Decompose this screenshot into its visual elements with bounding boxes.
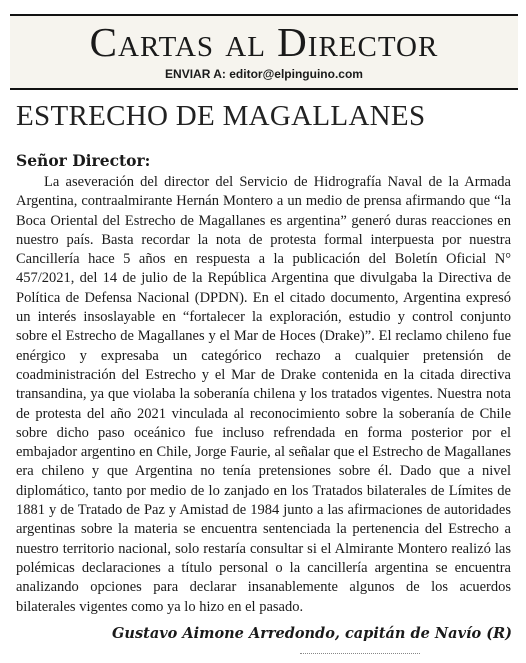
submit-email-line: ENVIAR A: editor@elpinguino.com [165, 67, 363, 81]
page-cut-edge [300, 653, 420, 654]
letter-body: La aseveración del director del Servicio de Hidrografía Naval de la Armada Argentina, contraalmirante Hernán Montero a un medio de prensa afirmando que “la Boca Oriental del Estrecho de Magallanes es argentina” generó duras reacciones en nuestro país. Basta recordar la nota de protesta formal interpuesta por nuestra Cancillería hace 5 años en respuesta a la publicación del Boletín Oficial N° 457/2021, del 14 de julio de la República Argentina que divulgaba la Directiva de Política de Defensa Nacional (DPDN). En el citado documento, Argentina expresó un interés insoslayable en “fortalecer la exploración, estudio y control conjunto sobre el Estrecho de Magallanes y el Mar de Hoces (Drake)”. El reclamo chileno fue enérgico y expresaba un categórico rechazo a cualquier pretensión de coadministración del Estrecho y el Mar de Drake contenida en la citada directiva transandina, ya que violaba la soberanía chilena y los tratados vigentes. Nuestra nota de protesta del año 2021 vinculada al reconocimiento sobre la soberanía de Chile sobre dicho paso oceánico fue incluso refrendada en forma posterior por el embajador argentino en Chile, Jorge Faurie, al señalar que el Estrecho de Magallanes era chileno y que Argentina no tenía pretensiones sobre él. Dado que a nivel diplomático, tanto por medio de lo zanjado en los Tratados bilaterales de Límites de 1881 y de Tratado de Paz y Amistad de 1984 junto a las afirmaciones de autoridades argentinas sobre la materia se encuentra sentenciada la pertenencia del Estrecho a nuestro territorio nacional, solo restaría consultar si el Almirante Montero realizó las polémicas declaraciones a título personal o la cancillería argentina se encuentra analizando opciones para declarar insanablemente algunos de los acuerdos bilaterales vigentes como ya lo hizo en el pasado. [16, 174, 511, 615]
section-title: Cartas al Director [89, 19, 439, 65]
section-banner [10, 14, 518, 90]
letter-headline: ESTRECHO DE MAGALLANES [16, 100, 426, 132]
letter-salutation: Señor Director: [16, 151, 151, 170]
letter-signature: Gustavo Aimone Arredondo, capitán de Navío (R) [112, 625, 512, 642]
